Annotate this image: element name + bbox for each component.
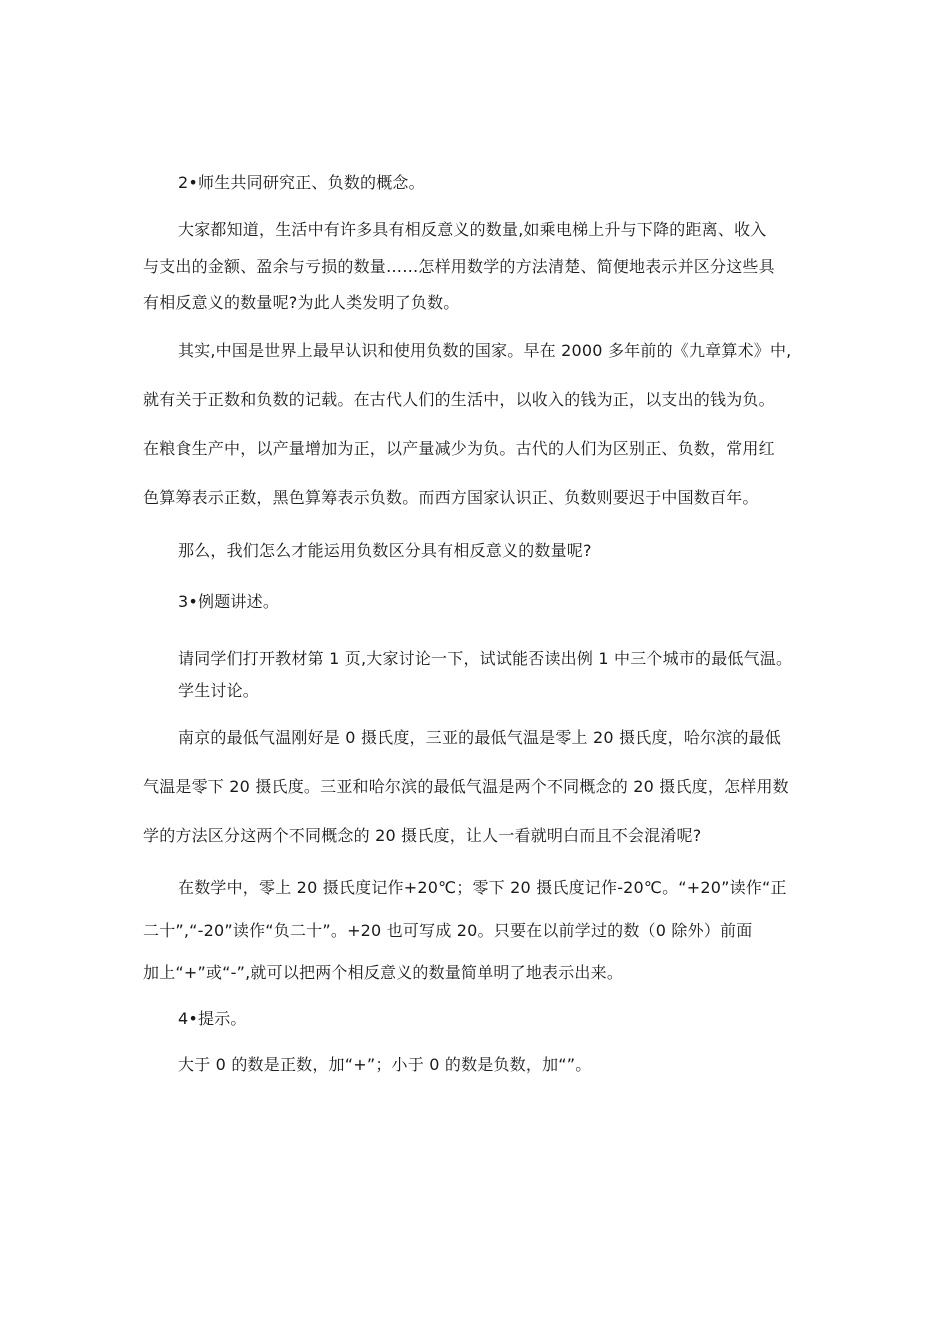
paragraph-line: 加上“+”或“-”,就可以把两个相反意义的数量简单明了地表示出来。 [143, 963, 624, 982]
paragraph-line: 在数学中，零上 20 摄氏度记作+20℃；零下 20 摄氏度记作-20℃。“+20”读作“正 [178, 878, 787, 897]
paragraph-line: 其实,中国是世界上最早认识和使用负数的国家。早在 2000 多年前的《九章算术》中, [178, 341, 792, 360]
paragraph-line: 大于 0 的数是正数，加“+”；小于 0 的数是负数，加“”。 [178, 1055, 592, 1074]
paragraph-line: 色算筹表示正数，黑色算筹表示负数。而西方国家认识正、负数则要迟于中国数百年。 [143, 488, 759, 507]
paragraph-line: 有相反意义的数量呢?为此人类发明了负数。 [143, 293, 460, 312]
paragraph-line: 二十”,“-20”读作“负二十”。+20 也可写成 20。只要在以前学过的数（0 除外）前面 [143, 921, 753, 940]
paragraph-line: 南京的最低气温刚好是 0 摄氏度，三亚的最低气温是零上 20 摄氏度，哈尔滨的最低 [178, 728, 782, 747]
paragraph-line: 学生讨论。 [178, 681, 260, 700]
paragraph-line: 气温是零下 20 摄氏度。三亚和哈尔滨的最低气温是两个不同概念的 20 摄氏度，怎样用数 [143, 777, 789, 796]
section-4-heading: 4•提示。 [178, 1009, 247, 1028]
paragraph-line: 大家都知道，生活中有许多具有相反意义的数量,如乘电梯上升与下降的距离、收入 [178, 220, 767, 239]
section-2-heading: 2•师生共同研究正、负数的概念。 [178, 173, 425, 192]
paragraph-line: 学的方法区分这两个不同概念的 20 摄氏度，让人一看就明白而且不会混淆呢? [143, 826, 702, 845]
paragraph-line: 与支出的金额、盈余与亏损的数量……怎样用数学的方法清楚、简便地表示并区分这些具 [143, 257, 775, 276]
section-3-heading: 3•例题讲述。 [178, 592, 280, 611]
paragraph-line: 那么，我们怎么才能运用负数区分具有相反意义的数量呢? [178, 541, 592, 560]
paragraph-line: 在粮食生产中，以产量增加为正，以产量减少为负。古代的人们为区别正、负数，常用红 [143, 439, 775, 458]
paragraph-line: 请同学们打开教材第 1 页,大家讨论一下，试试能否读出例 1 中三个城市的最低气温。 [178, 649, 793, 668]
paragraph-line: 就有关于正数和负数的记载。在古代人们的生活中，以收入的钱为正，以支出的钱为负。 [143, 390, 775, 409]
